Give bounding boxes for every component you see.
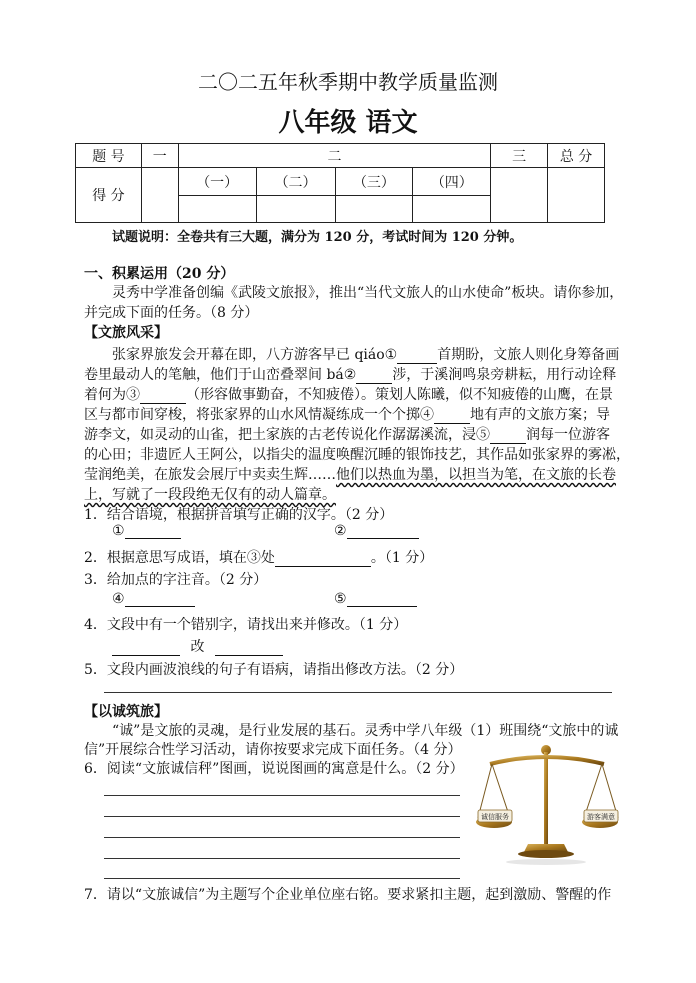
blank-4[interactable]: [434, 409, 470, 424]
question-2: 2．根据意思写成语，填在③处 。（1 分）: [84, 550, 434, 566]
q6-answer-line-3[interactable]: [104, 837, 460, 838]
header-cell-part1: 一: [141, 144, 178, 168]
sub-header-2: （二）: [256, 168, 335, 196]
passage-line-1: 张家界旅发会开幕在即，八方游客早已 qiáo① 首期盼，文旅人则化身筹备画: [112, 347, 620, 363]
q1-answer-2: ②: [334, 523, 419, 539]
section-1-title: 一、积累运用（20 分）: [84, 266, 235, 282]
wavy-sentence-part2: 上，写就了一段段绝无仅有的动人篇章。: [84, 487, 336, 503]
intro2-line-1: “诚”是文旅的灵魂，是行业发展的基石。灵秀中学八年级（1）班围绕“文旅中的诚: [112, 723, 619, 739]
subsection-title-chengxin: 【以诚筑旅】: [84, 704, 168, 720]
question-5: 5．文段内画波浪线的句子有语病，请指出修改方法。（2 分）: [84, 662, 464, 678]
wavy-sentence-part1: 他们以热血为墨，以担当为笔，在文旅的长卷: [336, 467, 616, 483]
blank-2[interactable]: [356, 369, 392, 384]
blank-1[interactable]: [397, 349, 437, 364]
score-row-label: 得 分: [76, 168, 142, 223]
q6-answer-line-1[interactable]: [104, 795, 460, 796]
intro2-line-2: 信”开展综合性学习活动，请你按要求完成下面任务。（4 分）: [84, 742, 462, 758]
passage-line-6: 的心田；非遗匠人王阿公，以指尖的温度唤醒沉睡的银饰技艺，其作品如张家界的雾凇，: [84, 447, 630, 463]
header-cell-part3: 三: [491, 144, 548, 168]
balance-scale-image: [476, 740, 620, 868]
score-cell-sub1[interactable]: [178, 196, 256, 223]
score-cell-total[interactable]: [548, 168, 605, 223]
intro-line-1: 灵秀中学准备创编《武陵文旅报》，推出“当代文旅人的山水使命”板块。请你参加，: [112, 285, 624, 301]
question-6: 6．阅读“文旅诚信秤”图画，说说图画的寓意是什么。（2 分）: [84, 761, 464, 777]
intro-line-2: 并完成下面的任务。（8 分）: [84, 305, 259, 321]
score-table: [75, 143, 605, 223]
passage-line-3: 着何为③ （形容做事勤奋，不知疲倦）。策划人陈曦，似不知疲倦的山鹰，在景: [84, 387, 613, 403]
q3-answer-5: ⑤: [334, 591, 417, 607]
passage-line-4: 区与都市间穿梭，将张家界的山水风情凝练成一个个掷④ 地有声的文旅方案；导: [84, 407, 610, 423]
q6-answer-line-4[interactable]: [104, 858, 460, 859]
question-4: 4．文段中有一个错别字，请找出来并修改。（1 分）: [84, 617, 408, 633]
q3-blank-4[interactable]: [125, 592, 195, 607]
q6-answer-line-2[interactable]: [104, 816, 460, 817]
q1-blank-2[interactable]: [347, 524, 419, 539]
passage-line-5: 游李文，如灵动的山雀，把土家族的古老传说化作潺潺溪流，浸⑤ 润每一位游客: [84, 427, 610, 443]
q4-answer: 改: [112, 636, 283, 656]
question-7: 7．请以“文旅诚信”为主题写个企业单位座右铭。要求紧扣主题，起到激励、警醒的作: [84, 887, 612, 903]
score-cell-part3[interactable]: [491, 168, 548, 223]
subsection-title-wenlv: 【文旅风采】: [84, 325, 168, 341]
sub-header-3: （三）: [335, 168, 413, 196]
score-cell-sub3[interactable]: [335, 196, 413, 223]
exam-instructions: 试题说明：全卷共有三大题，满分为 120 分，考试时间为 120 分钟。: [112, 230, 523, 245]
score-cell-sub2[interactable]: [256, 196, 335, 223]
exam-subject-title: 八年级 语文: [278, 108, 418, 138]
header-cell-total: 总 分: [548, 144, 605, 168]
passage-line-2: 卷里最动人的笔触，他们于山峦叠翠间 bá② 涉，于溪涧鸣泉旁耕耘，用行动诠释: [84, 367, 617, 383]
q1-blank-1[interactable]: [125, 524, 181, 539]
q4-correct-char-blank[interactable]: [215, 641, 283, 656]
q3-answer-4: ④: [112, 591, 195, 607]
sub-header-4: （四）: [413, 168, 491, 196]
q2-blank[interactable]: [275, 552, 371, 567]
passage-line-7: 莹润绝美，在旅发会展厅中卖卖生辉……他们以热血为墨，以担当为笔，在文旅的长卷: [84, 467, 616, 483]
blank-5[interactable]: [490, 429, 526, 444]
q5-answer-line[interactable]: [104, 692, 612, 693]
sub-header-1: （一）: [178, 168, 256, 196]
q4-wrong-char-blank[interactable]: [112, 641, 180, 656]
score-cell-part1[interactable]: [141, 168, 178, 223]
question-3: 3．给加点的字注音。（2 分）: [84, 572, 268, 588]
question-1: 1．结合语境，根据拼音填写正确的汉字。（2 分）: [84, 507, 394, 523]
score-cell-sub4[interactable]: [413, 196, 491, 223]
q6-answer-line-5[interactable]: [104, 878, 460, 879]
exam-title: 二〇二五年秋季期中教学质量监测: [198, 70, 498, 94]
scale-left-label: 诚信服务: [481, 813, 509, 821]
header-cell-part2: 二: [178, 144, 491, 168]
q1-answer-1: ①: [112, 523, 181, 539]
scale-right-label: 游客满意: [587, 813, 615, 821]
blank-3[interactable]: [140, 389, 186, 404]
q3-blank-5[interactable]: [347, 592, 417, 607]
header-cell-label: 题 号: [76, 144, 142, 168]
